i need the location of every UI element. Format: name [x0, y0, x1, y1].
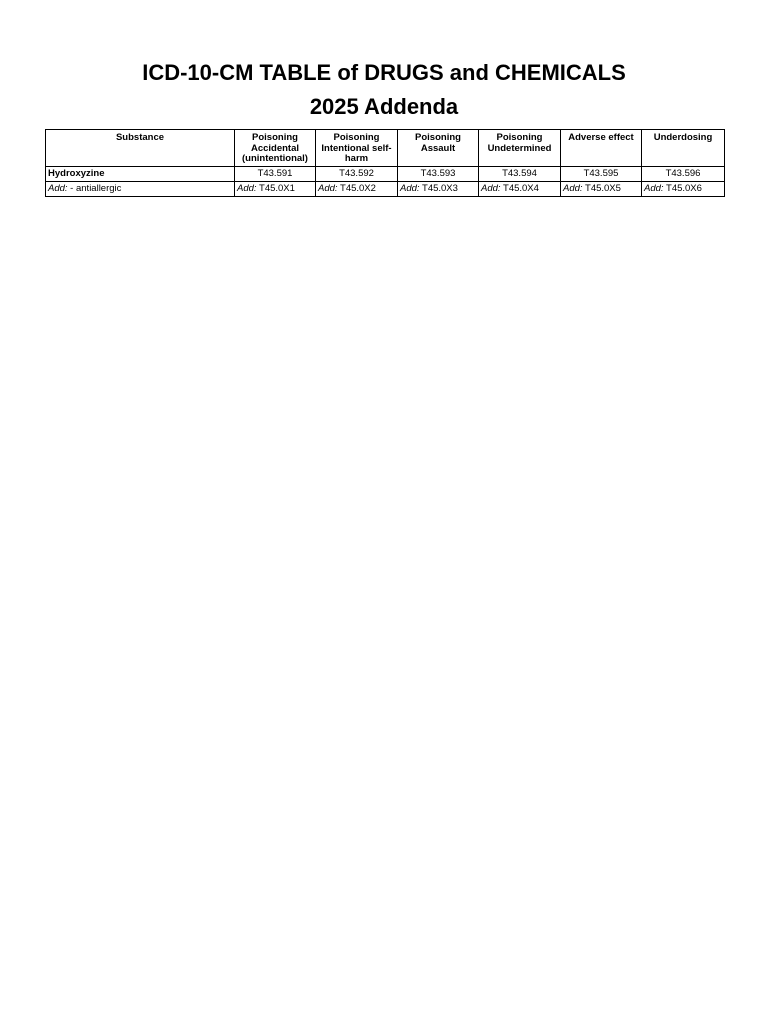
code-cell — [642, 182, 725, 197]
code-cell — [479, 182, 561, 197]
add-label: Add: — [400, 183, 420, 194]
header-poisoning-assault: Poisoning Assault — [398, 130, 479, 167]
substance-text: - antiallergic — [67, 183, 122, 194]
table-header-row — [46, 130, 725, 167]
header-poisoning-intentional: Poisoning Intentional self-harm — [316, 130, 398, 167]
code-cell — [398, 182, 479, 197]
add-label: Add: — [481, 183, 501, 194]
code-cell — [561, 182, 642, 197]
header-poisoning-accidental: Poisoning Accidental (unintentional) — [235, 130, 316, 167]
add-label: Add: — [563, 183, 583, 194]
add-label: Add: — [237, 183, 257, 194]
add-label: Add: — [48, 183, 68, 194]
code-text: T45.0X4 — [503, 183, 539, 194]
code-cell: T43.592 — [316, 167, 398, 182]
add-label: Add: — [318, 183, 338, 194]
table-row — [46, 167, 725, 182]
header-underdosing: Underdosing — [642, 130, 725, 167]
add-label: Add: — [644, 183, 664, 194]
code-cell — [316, 182, 398, 197]
code-cell: T43.591 — [235, 167, 316, 182]
code-cell: T43.596 — [642, 167, 725, 182]
drugs-table — [45, 129, 725, 197]
document-title: ICD-10-CM TABLE of DRUGS and CHEMICALS — [142, 60, 626, 85]
code-text: T45.0X2 — [340, 183, 376, 194]
code-text: T45.0X3 — [422, 183, 458, 194]
code-cell: T43.593 — [398, 167, 479, 182]
code-cell — [235, 182, 316, 197]
header-substance: Substance — [46, 130, 235, 167]
substance-cell — [46, 182, 235, 197]
header-adverse-effect: Adverse effect — [561, 130, 642, 167]
code-text: T45.0X6 — [666, 183, 702, 194]
table-row — [46, 182, 725, 197]
code-cell: T43.594 — [479, 167, 561, 182]
code-text: T45.0X5 — [585, 183, 621, 194]
code-cell: T43.595 — [561, 167, 642, 182]
document-subtitle: 2025 Addenda — [309, 94, 459, 119]
code-text: T45.0X1 — [259, 183, 295, 194]
substance-cell: Hydroxyzine — [46, 167, 235, 182]
header-poisoning-undetermined: Poisoning Undetermined — [479, 130, 561, 167]
